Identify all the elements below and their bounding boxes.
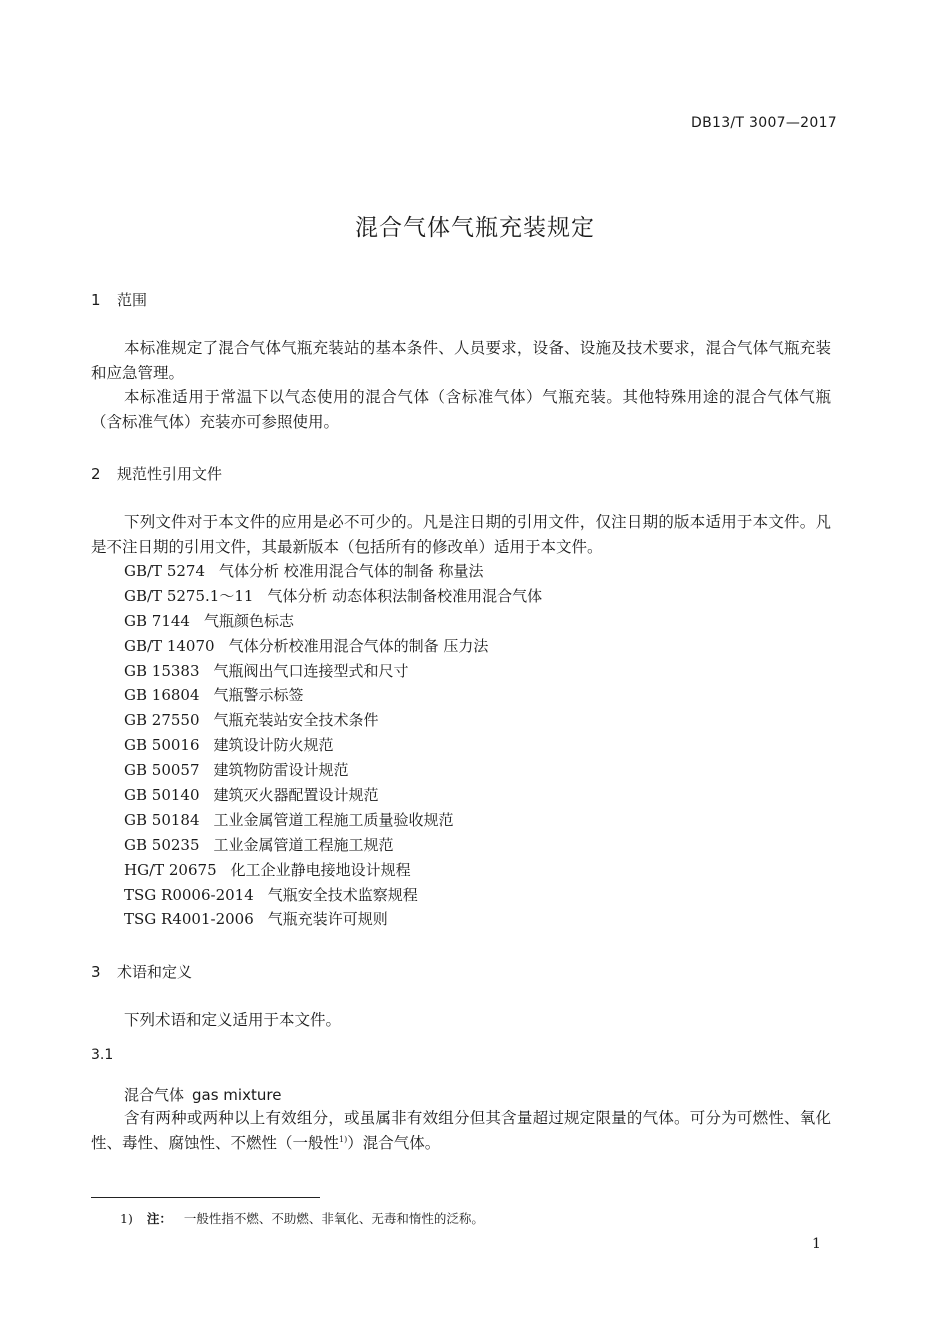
- document-code: DB13/T 3007—2017: [691, 115, 837, 131]
- footnote: [120, 1209, 484, 1227]
- reference-code: TSG R0006-2014: [124, 885, 254, 904]
- reference-item: [124, 683, 542, 708]
- reference-item: [124, 907, 542, 932]
- reference-title: 气瓶充装许可规则: [267, 910, 388, 929]
- reference-title: 建筑设计防火规范: [213, 736, 334, 755]
- reference-code: GB 15383: [124, 661, 200, 680]
- normative-references-intro: 下列文件对于本文件的应用是必不可少的。凡是注日期的引用文件，仅注日期的版本适用于本文件。凡是不注日期的引用文件，其最新版本（包括所有的修改单）适用于本文件。: [91, 513, 831, 556]
- section-3-heading: [91, 961, 192, 982]
- reference-list: [124, 559, 542, 932]
- reference-item: [124, 783, 542, 808]
- footnote-reference[interactable]: 1): [339, 1134, 348, 1144]
- term-english: gas mixture: [192, 1086, 282, 1104]
- reference-item: [124, 609, 542, 634]
- section-title: 规范性引用文件: [117, 465, 223, 483]
- reference-title: 气体分析 动态体积法制备校准用混合气体: [267, 586, 543, 605]
- reference-code: HG/T 20675: [124, 860, 217, 879]
- term-entry: [124, 1084, 281, 1105]
- reference-code: TSG R4001-2006: [124, 910, 254, 929]
- reference-item: [124, 833, 542, 858]
- reference-title: 气体分析 校准用混合气体的制备 称量法: [219, 562, 484, 580]
- reference-code: GB 50057: [124, 761, 200, 780]
- reference-title: 建筑灭火器配置设计规范: [213, 786, 379, 805]
- scope-paragraph-1: 本标准规定了混合气体气瓶充装站的基本条件、人员要求，设备、设施及技术要求，混合气体气瓶充装和应急管理。: [91, 339, 831, 382]
- reference-code: GB 16804: [124, 686, 200, 705]
- reference-item: [124, 634, 542, 659]
- definition-text: 含有两种或两种以上有效组分，或虽属非有效组分但其含量超过规定限量的气体。可分为可燃性、氧化性、毒性、腐蚀性、不燃性（一般性: [91, 1109, 831, 1152]
- reference-item: [124, 708, 542, 733]
- reference-item: [124, 758, 542, 783]
- section-title: 范围: [117, 291, 148, 309]
- reference-code: GB 50016: [124, 736, 200, 755]
- reference-item: [124, 584, 542, 609]
- reference-title: 工业金属管道工程施工质量验收规范: [213, 810, 454, 829]
- page-number: 1: [812, 1236, 821, 1252]
- section-number: 3: [91, 963, 101, 981]
- section-1-heading: [91, 289, 147, 310]
- footnote-label: 注：: [146, 1211, 172, 1226]
- reference-title: 气瓶警示标签: [213, 686, 304, 705]
- reference-title: 气瓶安全技术监察规程: [267, 885, 418, 904]
- clause-number: 3.1: [91, 1047, 114, 1063]
- reference-title: 气体分析校准用混合气体的制备 压力法: [228, 636, 489, 655]
- reference-title: 化工企业静电接地设计规程: [230, 860, 411, 879]
- footnote-mark: 1): [120, 1211, 133, 1226]
- page-title: 混合气体气瓶充装规定: [355, 215, 595, 241]
- section-number: 2: [91, 465, 101, 483]
- footnote-divider: [91, 1197, 320, 1198]
- section-title: 术语和定义: [117, 963, 193, 981]
- reference-code: GB/T 5274: [124, 562, 206, 580]
- definition-text-end: ）混合气体。: [347, 1134, 441, 1152]
- reference-code: GB 50140: [124, 786, 200, 805]
- reference-item: [124, 733, 542, 758]
- reference-item: [124, 559, 542, 584]
- reference-item: [124, 808, 542, 833]
- reference-title: 气瓶阀出气口连接型式和尺寸: [213, 661, 409, 680]
- reference-title: 气瓶颜色标志: [203, 611, 294, 630]
- reference-code: GB 50184: [124, 810, 200, 829]
- reference-item: [124, 659, 542, 684]
- scope-paragraph-2: 本标准适用于常温下以气态使用的混合气体（含标准气体）气瓶充装。其他特殊用途的混合气体气瓶（含标准气体）充装亦可参照使用。: [91, 388, 831, 431]
- section-number: 1: [91, 291, 101, 309]
- reference-code: GB/T 14070: [124, 636, 215, 655]
- reference-title: 建筑物防雷设计规范: [213, 761, 349, 780]
- reference-title: 气瓶充装站安全技术条件: [213, 711, 379, 730]
- reference-code: GB 27550: [124, 711, 200, 730]
- reference-item: [124, 883, 542, 908]
- footnote-text: 一般性指不燃、不助燃、非氧化、无毒和惰性的泛称。: [183, 1211, 484, 1226]
- reference-item: [124, 858, 542, 883]
- reference-code: GB 50235: [124, 835, 200, 854]
- terms-intro: 下列术语和定义适用于本文件。: [124, 1011, 342, 1029]
- section-2-heading: [91, 463, 222, 484]
- reference-code: GB/T 5275.1～11: [124, 586, 254, 605]
- term-definition: [91, 1106, 831, 1156]
- reference-code: GB 7144: [124, 611, 190, 630]
- term-chinese: 混合气体: [124, 1086, 185, 1104]
- reference-title: 工业金属管道工程施工规范: [213, 835, 394, 854]
